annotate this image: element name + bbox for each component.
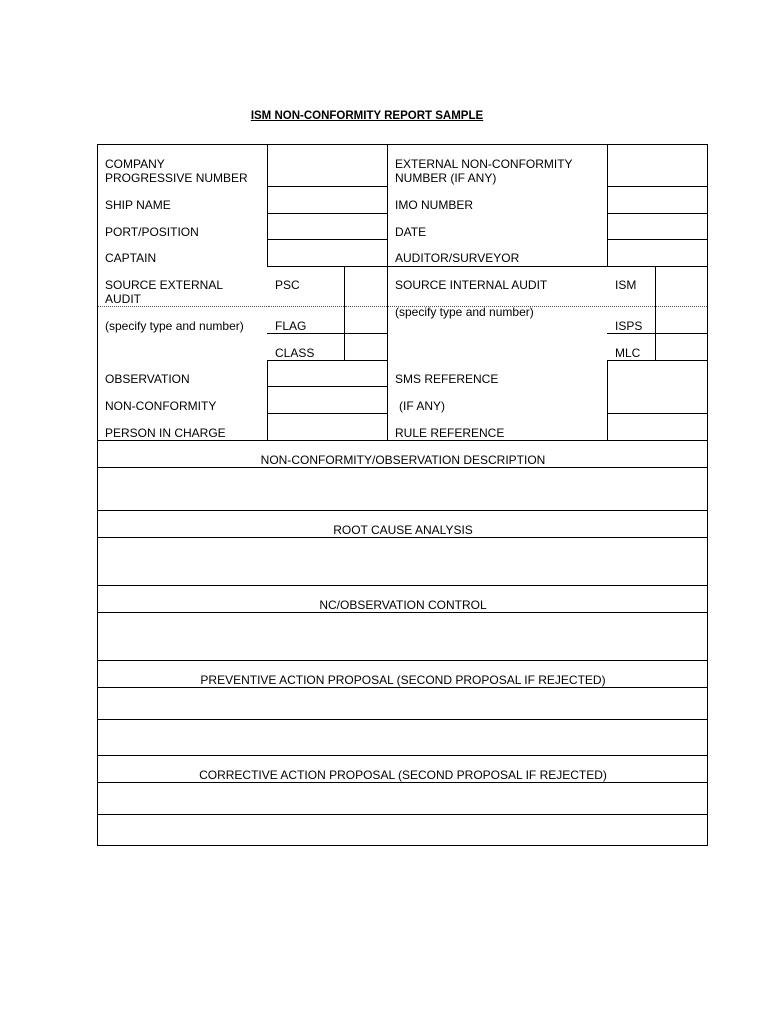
non-conformity-checkbox[interactable]	[268, 387, 387, 413]
corrective-proposal-2-input[interactable]	[98, 815, 707, 845]
section-line	[97, 585, 708, 586]
section-description-heading: NON-CONFORMITY/OBSERVATION DESCRIPTION	[260, 453, 546, 467]
label-source-external-audit: AUDIT	[105, 292, 141, 306]
dotted-separator	[608, 306, 655, 307]
preventive-proposal-1-input[interactable]	[98, 688, 707, 719]
captain-input[interactable]	[268, 240, 387, 266]
dotted-separator	[268, 306, 344, 307]
control-textarea[interactable]	[98, 613, 707, 660]
label-flag: FLAG	[275, 319, 307, 333]
external-nc-number-input[interactable]	[608, 145, 707, 186]
label-observation: OBSERVATION	[105, 372, 190, 386]
section-line	[97, 660, 708, 661]
document-title: ISM NON-CONFORMITY REPORT SAMPLE	[250, 110, 484, 122]
dotted-separator	[98, 306, 267, 307]
section-line	[97, 510, 708, 511]
rule-reference-input[interactable]	[608, 414, 707, 440]
label-rule-reference: RULE REFERENCE	[395, 426, 505, 440]
label-specify-external: (specify type and number)	[105, 319, 244, 333]
sms-reference-input[interactable]	[608, 361, 707, 413]
label-date: DATE	[395, 225, 427, 239]
section-preventive-heading: PREVENTIVE ACTION PROPOSAL (SECOND PROPOSAL IF REJECTED)	[200, 673, 606, 687]
label-person-in-charge: PERSON IN CHARGE	[105, 426, 226, 440]
class-checkbox[interactable]	[345, 334, 387, 360]
label-class: CLASS	[275, 346, 315, 360]
label-mlc: MLC	[615, 346, 641, 360]
description-textarea[interactable]	[98, 468, 707, 510]
imo-number-input[interactable]	[608, 187, 707, 213]
label-imo-number: IMO NUMBER	[395, 198, 473, 212]
label-progressive-number: PROGRESSIVE NUMBER	[105, 171, 248, 185]
label-sms-reference: SMS REFERENCE	[395, 372, 499, 386]
label-non-conformity: NON-CONFORMITY	[105, 399, 217, 413]
form-border-right	[707, 144, 708, 846]
preventive-proposal-2-input[interactable]	[98, 720, 707, 755]
section-line	[97, 440, 708, 441]
label-if-any: (IF ANY)	[399, 399, 446, 413]
label-auditor-surveyor: AUDITOR/SURVEYOR	[395, 251, 520, 265]
label-ism: ISM	[615, 278, 637, 292]
form-border-bottom	[97, 845, 708, 846]
col-divider	[387, 144, 388, 440]
port-position-input[interactable]	[268, 214, 387, 239]
label-source-external: SOURCE EXTERNAL	[105, 278, 224, 292]
label-external-nc-number: NUMBER (IF ANY)	[395, 171, 497, 185]
label-company: COMPANY	[105, 157, 165, 171]
ship-name-input[interactable]	[268, 187, 387, 213]
isps-checkbox[interactable]	[656, 307, 707, 333]
section-control-heading: NC/OBSERVATION CONTROL	[319, 598, 487, 612]
section-corrective-heading: CORRECTIVE ACTION PROPOSAL (SECOND PROPOSAL IF REJECTED)	[199, 768, 607, 782]
section-root-cause-heading: ROOT CAUSE ANALYSIS	[333, 523, 473, 537]
mlc-checkbox[interactable]	[656, 334, 707, 360]
label-external-nc: EXTERNAL NON-CONFORMITY	[395, 157, 573, 171]
person-in-charge-input[interactable]	[268, 414, 387, 440]
row-line	[267, 266, 708, 267]
corrective-proposal-1-input[interactable]	[98, 783, 707, 814]
section-line	[97, 755, 708, 756]
ism-checkbox[interactable]	[656, 267, 707, 306]
root-cause-textarea[interactable]	[98, 538, 707, 585]
label-isps: ISPS	[615, 319, 643, 333]
date-input[interactable]	[608, 214, 707, 239]
company-number-input[interactable]	[268, 145, 387, 186]
label-port-position: PORT/POSITION	[105, 225, 199, 239]
label-ship-name: SHIP NAME	[105, 198, 171, 212]
psc-checkbox[interactable]	[345, 267, 387, 306]
label-psc: PSC	[275, 278, 300, 292]
observation-checkbox[interactable]	[268, 361, 387, 386]
flag-checkbox[interactable]	[345, 307, 387, 333]
auditor-surveyor-input[interactable]	[608, 240, 707, 266]
row-line	[707, 266, 708, 360]
label-specify-internal: (specify type and number)	[395, 305, 534, 319]
label-captain: CAPTAIN	[105, 251, 157, 265]
label-source-internal: SOURCE INTERNAL AUDIT	[395, 278, 548, 292]
